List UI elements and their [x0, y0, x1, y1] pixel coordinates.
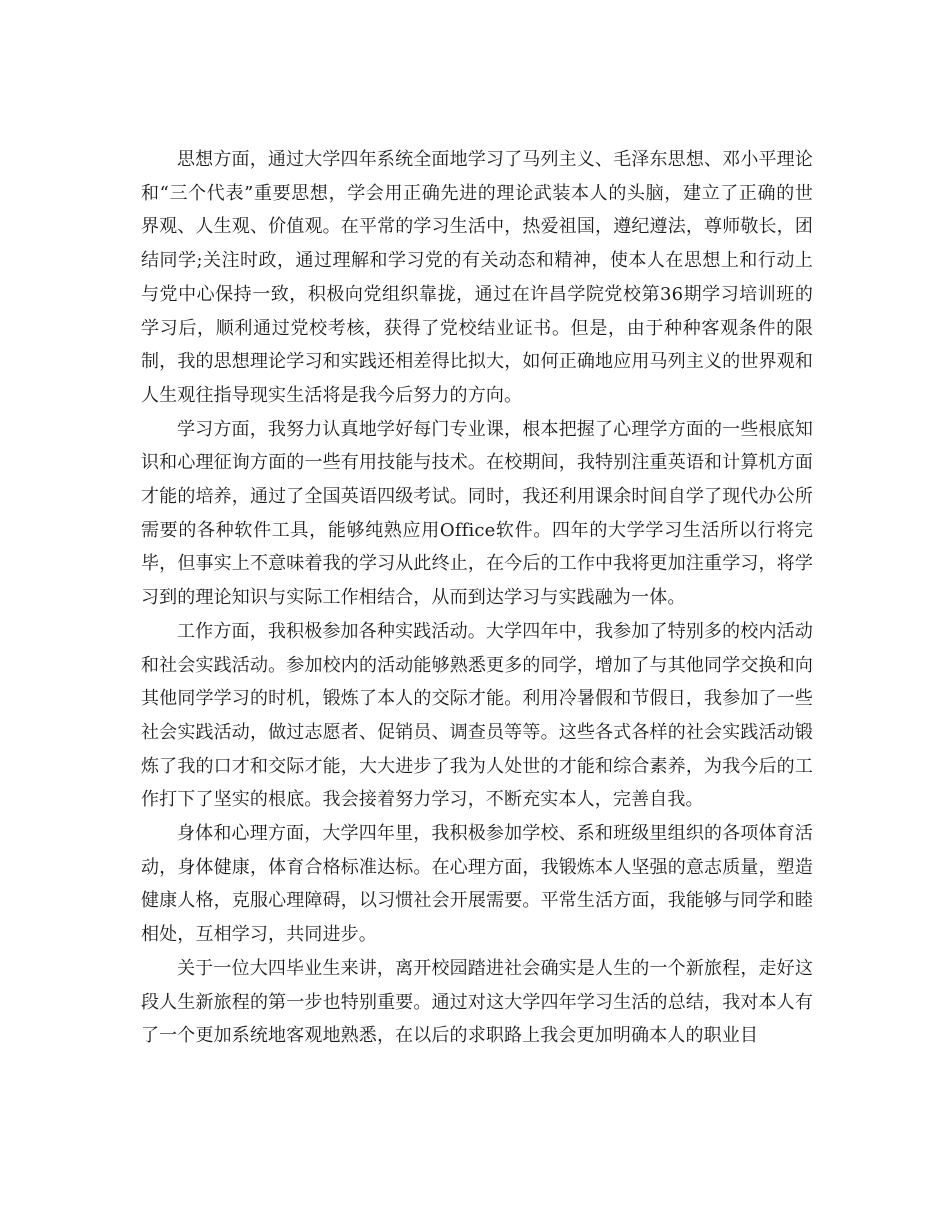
paragraph-ideology: 思想方面，通过大学四年系统全面地学习了马列主义、毛泽东思想、邓小平理论和“三个代表”重要思想，学会用正确先进的理论武装本人的头脑，建立了正确的世界观、人生观、价值观。在平常的学习生活中，热爱祖国，遵纪遵法，尊师敬长，团结同学;关注时政，通过理解和学习党的有关动态和精神，使本人在思想上和行动上与党中心保持一致，积极向党组织靠拢，通过在许昌学院党校第36期学习培训班的学习后，顺利通过党校考核，获得了党校结业证书。但是，由于种种客观条件的限制，我的思想理论学习和实践还相差得比拟大，如何正确地应用马列主义的世界观和人生观往指导现实生活将是我今后努力的方向。: [141, 149, 813, 406]
document-body: [141, 143, 813, 1053]
paragraph-conclusion: 关于一位大四毕业生来讲，离开校园踏进社会确实是人生的一个新旅程，走好这段人生新旅程的第一步也特别重要。通过对这大学四年学习生活的总结，我对本人有了一个更加系统地客观地熟悉，在以后的求职路上我会更加明确本人的职业目: [141, 957, 813, 1047]
paragraph-health: 身体和心理方面，大学四年里，我积极参加学校、系和班级里组织的各项体育活动，身体健康，体育合格标准达标。在心理方面，我锻炼本人坚强的意志质量，塑造健康人格，克服心理障碍，以习惯社会开展需要。平常生活方面，我能够与同学和睦相处，互相学习，共同进步。: [141, 823, 813, 946]
paragraph-study: 学习方面，我努力认真地学好每门专业课，根本把握了心理学方面的一些根底知识和心理征询方面的一些有用技能与技术。在校期间，我特别注重英语和计算机方面才能的培养，通过了全国英语四级考试。同时，我还利用课余时间自学了现代办公所需要的各种软件工具，能够纯熟应用Office软件。四年的大学学习生活所以行将完毕，但事实上不意味着我的学习从此终止，在今后的工作中我将更加注重学习，将学习到的理论知识与实际工作相结合，从而到达学习与实践融为一体。: [141, 418, 813, 609]
paragraph-work: 工作方面，我积极参加各种实践活动。大学四年中，我参加了特别多的校内活动和社会实践活动。参加校内的活动能够熟悉更多的同学，增加了与其他同学交换和向其他同学学习的时机，锻炼了本人的交际才能。利用冷暑假和节假日，我参加了一些社会实践活动，做过志愿者、促销员、调查员等等。这些各式各样的社会实践活动锻炼了我的口才和交际才能，大大进步了我为人处世的才能和综合素养，为我今后的工作打下了坚实的根底。我会接着努力学习，不断充实本人，完善自我。: [141, 620, 813, 811]
